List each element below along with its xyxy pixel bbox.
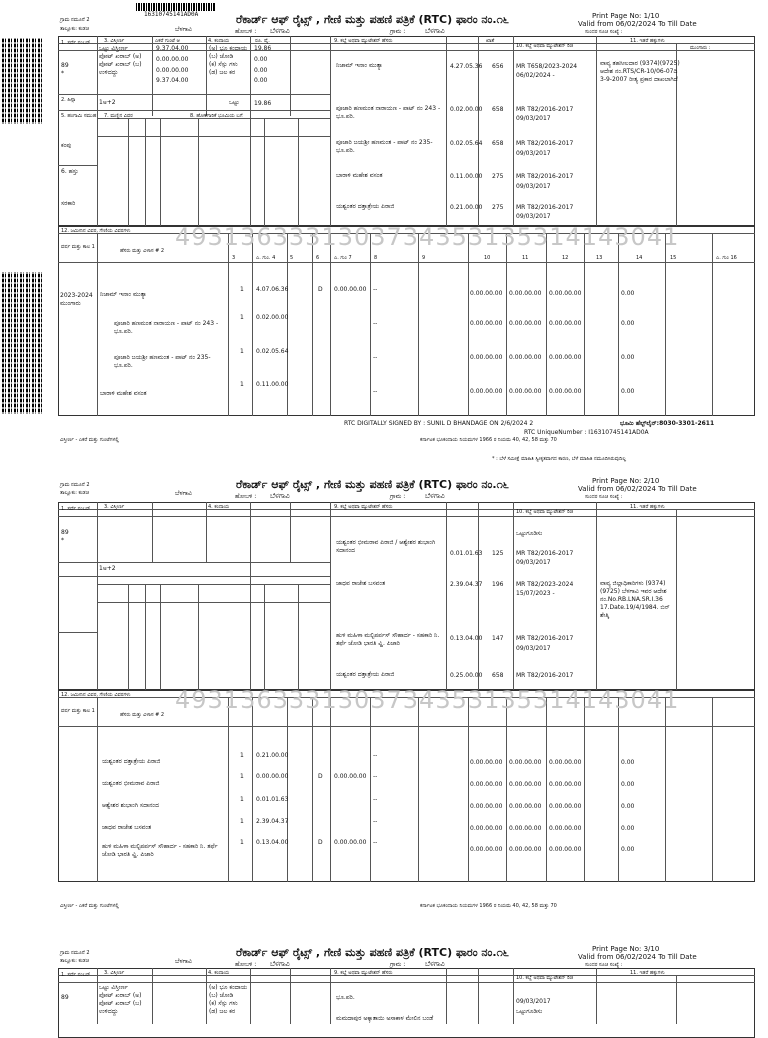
col8-header: 8. ಹೊಣೆಗಾರಿಕೆ ಭೂಮಿಯ ಬಗೆ (190, 113, 243, 119)
barcode (136, 3, 216, 11)
crop-count: 1 (240, 773, 244, 780)
crop-extent: 0.11.00.00 (256, 381, 289, 388)
crop-zero: 0.00.00.00 (470, 759, 503, 766)
act-reference: ಕರ್ನಾಟಕ ಭೂಕಂದಾಯ ನಿಯಮಗಳ 1966 ರ ನಿಯಮ 40, 42, 58 ಮತ್ತು 70 (420, 437, 557, 443)
survey-number: 89 (61, 529, 69, 536)
crop-owner: ಯಶ್ವಂತರ ದತ್ತಾತ್ರೇಯ ಪಿರಾಜಿ (102, 758, 161, 765)
crop-zero: 0.00.00.00 (470, 846, 503, 853)
col-3: 3 (232, 255, 236, 261)
col4-sub: ರೂ. ಪೈ. (255, 38, 270, 44)
crop-zero: 0.00.00.00 (509, 803, 542, 810)
qr-code (2, 272, 44, 414)
col11-header: 11. ಇತರೆ ಹಕ್ಕುಗಳು (630, 970, 665, 976)
crop-owner: ಜಾಧವ ರಾಜೇಶ ಬಸವಂತ (102, 824, 152, 831)
hobli-value: ಬೆಳಗಾವಿ (270, 960, 290, 968)
rtc-unique-number: RTC UniqueNumber : I16310745141AD0A (524, 429, 649, 436)
survey-number: 89 (61, 994, 69, 1001)
crop-extent: 2.39.04.37 (256, 818, 289, 825)
col11-header: 11. ಇತರೆ ಹಕ್ಕುಗಳು (630, 504, 665, 510)
owner-name: ನಿಜಾಮ್ ಇನಾಂ ಮುತ್ಯಾ (336, 62, 383, 69)
tax-total: 19.86 (254, 100, 272, 107)
col-15: 15 (670, 255, 677, 261)
crop-area: 0.00.00.00 (334, 286, 367, 293)
col10-header: 10. ಕಬ್ಜೆ ಅಥವಾ ಮ್ಯುಟೇಶನ್ ರಿಜಿ (516, 975, 574, 981)
crop-zero: 0.00.00.00 (470, 781, 503, 788)
form-title: ರೆಕಾರ್ಡ್ ಆಫ್ ರೈಟ್ಸ್ , ಗೇಣಿ ಮತ್ತು ಪಹಣಿ ಪತ್ರಿಕೆ (RTC) ಫಾರಂ ನಂ.೧೬ (236, 946, 509, 959)
crop-count: 1 (240, 348, 244, 355)
valid-from: Valid from 06/02/2024 To Till Date (578, 485, 697, 493)
col3-header: 3. ವಿಸ್ತೀರ್ಣ (104, 970, 125, 976)
tax-value: 0.00 (254, 67, 268, 74)
owner-mr: MR T82/2016-2017 (516, 106, 574, 113)
owner-date: 09/03/2017 (516, 213, 551, 220)
crop-zero: 0.00 (621, 825, 635, 832)
hobli-label: ಹೋಬಳಿ : (235, 28, 257, 35)
crop-zero: 0.00.00.00 (470, 354, 503, 361)
col-year-header: ವರ್ಷ ಮತ್ತು ಕಾಲ 1 (61, 244, 95, 250)
crop-zero: 0.00.00.00 (470, 320, 503, 327)
crop-zero: 0.00 (621, 803, 635, 810)
tax-label: (ಬ) ಜೋಡಿ (209, 53, 234, 60)
signed-by: RTC DIGITALLY SIGNED BY : SUNIL D BHANDAGE ON 2/6/2024 2 (344, 420, 534, 427)
col-7: ಎ. ಗುಂ 7 (334, 255, 352, 261)
owner-extent: 0.25.00.00 (450, 672, 483, 679)
tenure-label: 5. ಹಂಗಾಮಿ ಸಮುಹ (61, 113, 97, 119)
owner-mr: MR T82/2016-2017 (516, 672, 574, 679)
crop-area: 0.00.00.00 (334, 773, 367, 780)
owner-date: 09/03/2017 (516, 183, 551, 190)
owner-khata: 658 (492, 140, 504, 147)
extent-label: ಉಳಿದದ್ದು (99, 1008, 119, 1015)
col-name-header: ಹೆಸರು ಮತ್ತು ವಿಳಾಸ # 2 (120, 248, 165, 254)
crop-zero: 0.00.00.00 (549, 388, 582, 395)
owner-date: 09/03/2017 (516, 115, 551, 122)
crop-extent: 0.02.00.00 (256, 314, 289, 321)
col3-header: 3. ವಿಸ್ತೀರ್ಣ (104, 38, 125, 44)
crop-zero: 0.00.00.00 (549, 759, 582, 766)
crop-flag: D (318, 773, 323, 780)
col-6: 6 (316, 255, 320, 261)
crop-zero: 0.00.00.00 (509, 846, 542, 853)
col-10: 10 (484, 255, 491, 261)
survey-index-label: ಸುಂದರ ಸೂಚಿ ಸಂಖ್ಯೆ : (585, 962, 623, 968)
owner-date: 15/07/2023 - (516, 590, 555, 597)
crop-dash: -- (373, 796, 378, 803)
crop-extent: 0.21.00.00 (256, 752, 289, 759)
print-page-no: Print Page No: 3/10 (592, 945, 660, 953)
crop-count: 1 (240, 381, 244, 388)
village-label: ಗ್ರಾಮ : (390, 28, 406, 35)
print-page-no: Print Page No: 2/10 (592, 477, 660, 485)
col11-header: 11. ಇತರೆ ಹಕ್ಕುಗಳು (630, 38, 665, 44)
crop-zero: 0.00.00.00 (549, 825, 582, 832)
crop-dash: -- (373, 752, 378, 759)
tax-label: (ಕ) ಸೆಸ್ಸು ಗಳು (209, 1000, 238, 1007)
crop-dash: -- (373, 354, 378, 361)
crop-zero: 0.00.00.00 (470, 388, 503, 395)
owner-khata: 147 (492, 635, 504, 642)
owner-name: ಒಟ್ಟುಗೂಡಿಸು (516, 530, 543, 537)
taluk-value: ಬೆಳಗಾವಿ (175, 958, 192, 965)
owner-khata: 656 (492, 63, 504, 70)
crop-owner: ಪೂಜಾರಿ ಹಣಮಂತ ನಾರಾಯಣ - ಪಾಟ್ ನಂ 243 - ಭೂ.ಪರಿ. (114, 320, 219, 335)
col7-header: 7. ಮಣ್ಣಿನ ವಿವರ (104, 113, 133, 119)
wet-label: 6. ಹಸ್ತು (61, 168, 79, 175)
col4-header: 4. ಕಂದಾಯ (208, 38, 230, 44)
tax-value: 19.86 (254, 45, 272, 52)
owner-name: ಭೂ.ಪರಿ. (336, 994, 355, 1001)
col4-header: 4. ಕಂದಾಯ (208, 504, 230, 510)
crop-count: 1 (240, 796, 244, 803)
crop-area: 0.00.00.00 (334, 839, 367, 846)
owner-khata: 658 (492, 106, 504, 113)
crop-dash: -- (373, 818, 378, 825)
crop-owner: ಹುಳಿ ಮಹಿಳಾ ಮಲ್ಟಿಪರ್ಪಸ್ ಸೌಹಾರ್ದ - ಸಹಕಾರಿ ನಿ. ತರ್ಫೆ ಜೋಡಿ ಭಾರತಿ ವ್ಹಿ. ಪಿಜಾರಿ (102, 843, 218, 858)
owner-mr: MR T82/2016-2017 (516, 140, 574, 147)
hobli-label: ಹೋಬಳಿ : (235, 961, 257, 968)
owner-mr: MR T658/2023-2024 (516, 63, 578, 70)
crop-extent: 4.07.06.36 (256, 286, 289, 293)
crop-owner: ಯಶ್ವಂತರ ಭೀಮರಾವ ಪಿರಾಜಿ (102, 780, 160, 787)
crop-extent: 0.02.05.64 (256, 348, 289, 355)
owner-mr: MR T82/2016-2017 (516, 550, 574, 557)
valid-from: Valid from 06/02/2024 To Till Date (578, 953, 697, 961)
soil-value: 1ಅ+2 (99, 565, 116, 572)
tax-label: (ಅ) ಭೂ ಕಂದಾಯ (209, 45, 248, 52)
tenure-value: ಕಂಪು (61, 142, 72, 149)
crop-dash: -- (373, 773, 378, 780)
crop-zero: 0.00.00.00 (549, 781, 582, 788)
owner-date: ಒಟ್ಟುಗೂಡಿಸು (516, 1008, 543, 1015)
crop-zero: 0.00.00.00 (549, 320, 582, 327)
extent-value: 0.00.00.00 (156, 67, 189, 74)
taluk-kudachi-label: ತಾಲ್ಲೂಕು: ಕುಡಚಿ (60, 958, 89, 964)
col11-sub: ಮುಂಗಾರು : (690, 45, 711, 51)
crop-dash: -- (373, 320, 378, 327)
col-8: 8 (374, 255, 378, 261)
crop-zero: 0.00.00.00 (509, 825, 542, 832)
owner-mr: MR T82/2016-2017 (516, 635, 574, 642)
owner-name: ಜಾಧವ ರಾಜೇಶ ಬಸವಂತ (336, 580, 386, 587)
crop-zero: 0.00 (621, 290, 635, 297)
owner-khata: 275 (492, 173, 504, 180)
crop-count: 1 (240, 818, 244, 825)
hobli-value: ಬೆಳಗಾವಿ (270, 27, 290, 35)
col-5: 5 (290, 255, 294, 261)
crop-owner: ಬಾರಾಳಿ ಮಹೇಶ ವಸಂತ (100, 390, 147, 397)
col-name-header: ಹೆಸರು ಮತ್ತು ವಿಳಾಸ # 2 (120, 712, 165, 718)
extent-label: ಒಟ್ಟು ವಿಸ್ತೀರ್ಣ (99, 984, 128, 991)
extent-value: 0.00.00.00 (156, 56, 189, 63)
owner-extent: 0.01.01.63 (450, 550, 483, 557)
crop-zero: 0.00.00.00 (549, 803, 582, 810)
extent-label: ಒಟ್ಟು ವಿಸ್ತೀರ್ಣ (99, 45, 128, 52)
col-9: 9 (422, 255, 426, 261)
crop-count: 1 (240, 839, 244, 846)
survey-index-label: ಸುಂದರ ಸೂಚಿ ಸಂಖ್ಯೆ : (585, 494, 623, 500)
crop-zero: 0.00 (621, 354, 635, 361)
hissa-value: * (61, 70, 64, 77)
crop-count: 1 (240, 752, 244, 759)
tax-label: (ಅ) ಭೂ ಕಂದಾಯ (209, 984, 248, 991)
village-value: ಬೆಳಗಾವಿ (425, 492, 445, 500)
owner-date: 06/02/2024 - (516, 72, 555, 79)
owner-extent: 2.39.04.37 (450, 581, 483, 588)
tax-label: (ಬ) ಜೋಡಿ (209, 992, 234, 999)
crop-zero: 0.00 (621, 781, 635, 788)
crop-owner: ಆಶ್ವೇಶರ ಶುಭಾಂಗಿ ಸದಾನಂದ (102, 802, 159, 809)
crop-zero: 0.00.00.00 (509, 388, 542, 395)
owner-khata: 125 (492, 550, 504, 557)
survey-number: 89 (61, 62, 69, 69)
col2-header: 2. ಹಿಸ್ಸಾ (61, 97, 76, 103)
owner-name: ಯಶ್ವಂತರ ದತ್ತಾತ್ರೇಯ ಪಿರಾಜಿ (336, 203, 395, 210)
col3-header: 3. ವಿಸ್ತೀರ್ಣ (104, 504, 125, 510)
crop-zero: 0.00.00.00 (549, 354, 582, 361)
bhoomi-helpline: ಭೂಮಿ ಹೆಲ್ಪ್‌ಲೈನ್:8030-3301-2611 (620, 420, 715, 427)
tax-label: (ಡ) ಜಲ ಕರ (209, 69, 236, 76)
tax-value: 0.00 (254, 77, 268, 84)
owner-date: 09/03/2017 (516, 645, 551, 652)
owner-extent: 0.02.00.00 (450, 106, 483, 113)
tax-total-label: ಒಟ್ಟು (229, 99, 240, 106)
owner-extent: 0.02.05.64 (450, 140, 483, 147)
col1-header: 1. ಸರ್ವೆ ನಂಬರ್ (61, 40, 91, 46)
crop-zero: 0.00.00.00 (470, 825, 503, 832)
village-form-label: ಗ್ರಾಮ ನಮೂನೆ 2 (60, 482, 90, 488)
hissa-value: * (61, 537, 64, 544)
owner-mr: MR T82/2016-2017 (516, 173, 574, 180)
tax-value: 0.00 (254, 56, 268, 63)
owner-name: ಹುಳಿ ಮಹಿಳಾ ಮಲ್ಟಿಪರ್ಪಸ್ ಸೌಹಾರ್ದ - ಸಹಕಾರಿ ನಿ. ತರ್ಫೆ ಜೋಡಿ ಭಾರತಿ ವ್ಹಿ. ಪಿಜಾರಿ (336, 632, 440, 647)
upper-table (58, 968, 755, 1038)
col9-header: 9. ಕಬ್ಜೆ ಅಥವಾ ಮ್ಯುಟೇಶನ್ ಹೆಸರು (334, 38, 393, 44)
owner-extent: 0.11.00.00 (450, 173, 483, 180)
crop-zero: 0.00.00.00 (470, 290, 503, 297)
form-title: ರೆಕಾರ್ಡ್ ಆಫ್ ರೈಟ್ಸ್ , ಗೇಣಿ ಮತ್ತು ಪಹಣಿ ಪತ್ರಿಕೆ (RTC) ಫಾರಂ ನಂ.೧೬ (236, 478, 509, 491)
crop-flag: D (318, 286, 323, 293)
crop-dash: -- (373, 286, 378, 293)
crop-count: 1 (240, 314, 244, 321)
crop-zero: 0.00.00.00 (549, 290, 582, 297)
extent-label: ಪೋಟ್ ಖರಾಬ್ (ಬ) (99, 61, 142, 68)
col9-khata: ಖಾತೆ (486, 38, 495, 44)
barcode-text: 16310745141AD0A (144, 11, 199, 18)
col-14: 14 (636, 255, 643, 261)
owner-name: ಯಶ್ವಂತರ ದತ್ತಾತ್ರೇಯ ಪಿರಾಜಿ (336, 671, 395, 678)
crop-owner: ಪೂಜಾರಿ ಜಯಶ್ರೀ ಹಣಮಂತ - ಪಾಟ್ ನಂ 235- ಭೂ.ಪರಿ. (114, 354, 211, 369)
village-value: ಬೆಳಗಾವಿ (425, 27, 445, 35)
owner-date: 09/03/2017 (516, 559, 551, 566)
extent-label: ಪೋಟ್ ಖರಾಬ್ (ಅ) (99, 53, 142, 60)
owner-khata: 196 (492, 581, 504, 588)
crop-zero: 0.00.00.00 (549, 846, 582, 853)
taluk-kudachi-label: ತಾಲ್ಲೂಕು: ಕುಡಚಿ (60, 490, 89, 496)
crop-zero: 0.00.00.00 (470, 803, 503, 810)
crop-dash: -- (373, 388, 378, 395)
owner-extent: 0.13.04.00 (450, 635, 483, 642)
col4-header: 4. ಕಂದಾಯ (208, 970, 230, 976)
owner-name: ಬಾರಾಳಿ ಮಹೇಶ ವಸಂತ (336, 172, 383, 179)
qr-code (2, 38, 44, 124)
owner-name: ಯಶ್ವಂತರ ಭೀಮರಾವ ಪಿರಾಜಿ / ಆಶ್ವೇಶರ ಶುಭಾಂಗಿ ಸದಾನಂದ (336, 539, 436, 554)
col-16: ಎ. ಗುಂ 16 (716, 255, 737, 261)
hobli-label: ಹೋಬಳಿ : (235, 493, 257, 500)
owner-mr: MR T82/2016-2017 (516, 204, 574, 211)
crop-zero: 0.00.00.00 (509, 781, 542, 788)
col12-header: 12. ಜಮೀನಿನ ವಿವರ, ಗೇಣಿಯ ವಿವರಗಳು (61, 692, 131, 698)
owner-mr: 09/03/2017 (516, 998, 551, 1005)
owner-khata: 658 (492, 672, 504, 679)
owner-extent: 4.27.05.36 (450, 63, 483, 70)
col-11: 11 (522, 255, 529, 261)
soil-value: 1ಅ+2 (99, 99, 116, 106)
crop-count: 1 (240, 286, 244, 293)
owner-khata: 275 (492, 204, 504, 211)
owner-mr: MR T82/2023-2024 (516, 581, 574, 588)
tax-label: (ಕ) ಸೆಸ್ಸು ಗಳು (209, 61, 238, 68)
crop-dash: -- (373, 839, 378, 846)
owner-name: ಮಮದಾಪುರ ಅಕ್ಕಾತಾಯಿ ಅಸಾಕಾಳ ಮೇಲಿನ ಬಂಡೆ (336, 1015, 434, 1022)
village-value: ಬೆಳಗಾವಿ (425, 960, 445, 968)
extent-label: ಉಳಿದದ್ದು (99, 69, 119, 76)
crop-zero: 0.00 (621, 759, 635, 766)
col1-header: 1. ಸರ್ವೆ ನಂಬರ್ (61, 972, 91, 978)
village-label: ಗ್ರಾಮ : (390, 493, 406, 500)
valid-from: Valid from 06/02/2024 To Till Date (578, 20, 697, 28)
col10-header: 10. ಕಬ್ಜೆ ಅಥವಾ ಮ್ಯುಟೇಶನ್ ರಿಜಿ (516, 43, 574, 49)
hobli-value: ಬೆಳಗಾವಿ (270, 492, 290, 500)
other-rights-text: ವಾವ್ಯ ತಹಸೀಲದಾರ (9374)(9725) ಆದೇಶ ನಂ.RTS/CR-10/06-07ದಿ 3-9-2007 ರೀತ್ಯ ಪ್ರಕಾರ ದಾಖಲಾಗಿದೆ (600, 60, 680, 83)
col9-header: 9. ಕಬ್ಜೆ ಅಥವಾ ಮ್ಯುಟೇಶನ್ ಹೆಸರು (334, 970, 393, 976)
col3-sub: ಎಕರೆ ಗುಂಟೆ ಆ (155, 38, 180, 44)
col-13: 13 (596, 255, 603, 261)
col-year-header: ವರ್ಷ ಮತ್ತು ಕಾಲ 1 (61, 708, 95, 714)
print-page-no: Print Page No: 1/10 (592, 12, 660, 20)
watermark: 4931363331303734353135314143041 (175, 686, 680, 714)
footer-extent-note: ವಿಸ್ತೀರ್ಣ - ಎಕರೆ ಮತ್ತು ಗುಂಟೆಗಳಲ್ಲಿ (60, 437, 119, 443)
taluk-value: ಬೆಳಗಾವಿ (175, 490, 192, 497)
owner-name: ಪೂಜಾರಿ ಜಯಶ್ರೀ ಹಣಮಂತ - ಪಾಟ್ ನಂ 235- ಭೂ.ಪರಿ. (336, 139, 433, 154)
crop-zero: 0.00.00.00 (509, 759, 542, 766)
extent-label: ಪೋಟ್ ಖರಾಬ್ (ಅ) (99, 992, 142, 999)
crop-extent: 0.00.00.00 (256, 773, 289, 780)
extent-value: 9.37.04.00 (156, 77, 189, 84)
col10-header: 10. ಕಬ್ಜೆ ಅಥವಾ ಮ್ಯುಟೇಶನ್ ರಿಜಿ (516, 509, 574, 515)
wet-value: ಸರಕಾರಿ (61, 200, 76, 207)
footer-extent-note: ವಿಸ್ತೀರ್ಣ - ಎಕರೆ ಮತ್ತು ಗುಂಟೆಗಳಲ್ಲಿ (60, 903, 119, 909)
crop-zero: 0.00.00.00 (509, 320, 542, 327)
taluk-kudachi-label: ತಾಲ್ಲೂಕು: ಕುಡಚಿ (60, 26, 89, 32)
survey-index-label: ಸುಂದರ ಸೂಚಿ ಸಂಖ್ಯೆ : (585, 29, 623, 35)
crop-zero: 0.00.00.00 (509, 290, 542, 297)
col1-header: 1. ಸರ್ವೆ ನಂಬರ್ (61, 506, 91, 512)
crop-extent: 0.01.01.63 (256, 796, 289, 803)
owner-name: ಪೂಜಾರಿ ಹಣಮಂತ ನಾರಾಯಣ - ಪಾಟ್ ನಂ 243 - ಭೂ.ಪರಿ. (336, 105, 441, 120)
village-form-label: ಗ್ರಾಮ ನಮೂನೆ 2 (60, 950, 90, 956)
owner-extent: 0.21.00.00 (450, 204, 483, 211)
watermark: 4931363331303734353135314143041 (175, 223, 680, 251)
taluk-value: ಬೆಳಗಾವಿ (175, 26, 192, 33)
crop-zero: 0.00.00.00 (509, 354, 542, 361)
crop-zero: 0.00 (621, 388, 635, 395)
crop-survey-note: * : ಬೆಳೆ ಸಮೀಕ್ಷೆ ಮಾಹಿತಿ ಸ್ವೀಕೃತವಾಗದ ಕಾರಣ, ಬೆಳೆ ಮಾಹಿತಿ ನಮೂದಿಸಿರುವುದಿಲ್ಲ (492, 456, 627, 462)
owner-date: 09/03/2017 (516, 150, 551, 157)
col-12: 12 (562, 255, 569, 261)
crop-year: 2023-2024 ಮುಂಗಾರು (60, 292, 93, 307)
crop-owner: ನಿಜಾಮ್ ಇನಾಂ ಮುತ್ಯಾ (100, 291, 147, 298)
crop-zero: 0.00 (621, 846, 635, 853)
village-form-label: ಗ್ರಾಮ ನಮೂನೆ 2 (60, 17, 90, 23)
extent-label: ಪೋಟ್ ಖರಾಬ್ (ಬ) (99, 1000, 142, 1007)
tax-label: (ಡ) ಜಲ ಕರ (209, 1008, 236, 1015)
crop-extent: 0.13.04.00 (256, 839, 289, 846)
crop-flag: D (318, 839, 323, 846)
col9-header: 9. ಕಬ್ಜೆ ಅಥವಾ ಮ್ಯುಟೇಶನ್ ಹೆಸರು (334, 504, 393, 510)
col12-header: 12. ಜಮೀನಿನ ವಿವರ, ಗೇಣಿಯ ವಿವರಗಳು (61, 228, 131, 234)
extent-value: 9.37.04.00 (156, 45, 189, 52)
form-title: ರೆಕಾರ್ಡ್ ಆಫ್ ರೈಟ್ಸ್ , ಗೇಣಿ ಮತ್ತು ಪಹಣಿ ಪತ್ರಿಕೆ (RTC) ಫಾರಂ ನಂ.೧೬ (236, 13, 509, 26)
col-4: ಎ. ಗುಂ. 4 (256, 255, 276, 261)
other-rights-text: ವಾವ್ಯ ಜಿಲ್ಲಾಧಿಕಾರಿಗಳು (9374)(9725) ಬೆಳಗಾವಿ ಇವರ ಆದೇಶ ನಂ.No.RB.LNA.SR.I.36 17.Date.19/4/1984. ಬಿನ್ ಶೇತ್ಕಿ (600, 580, 670, 619)
village-label: ಗ್ರಾಮ : (390, 961, 406, 968)
act-reference: ಕರ್ನಾಟಕ ಭೂಕಂದಾಯ ನಿಯಮಗಳ 1966 ರ ನಿಯಮ 40, 42, 58 ಮತ್ತು 70 (420, 903, 557, 909)
crop-zero: 0.00 (621, 320, 635, 327)
